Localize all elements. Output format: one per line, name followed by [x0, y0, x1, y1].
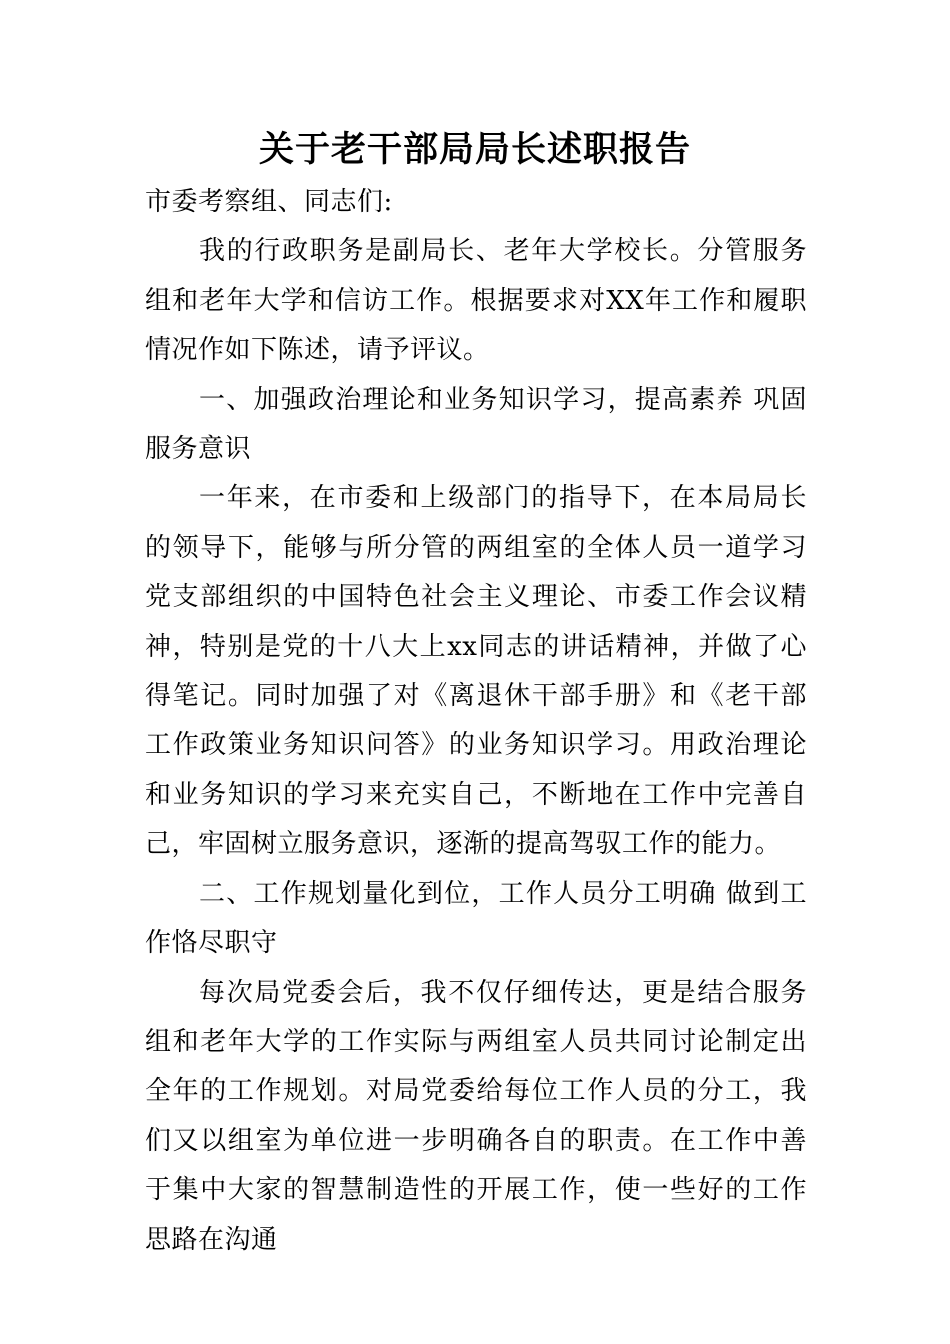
paragraph-section-1: 一年来，在市委和上级部门的指导下，在本局局长的领导下，能够与所分管的两组室的全体人员一道学习党支部组织的中国特色社会主义理论、市委工作会议精神，特别是党的十八大上xx同志的讲话精神，并做了心得笔记。同时加强了对《离退休干部手册》和《老干部工作政策业务知识问答》的业务知识学习。用政治理论和业务知识的学习来充实自己，不断地在工作中完善自己，牢固树立服务意识，逐渐的提高驾驭工作的能力。 [145, 483, 807, 860]
paragraph-section-2: 每次局党委会后，我不仅仔细传达，更是结合服务组和老年大学的工作实际与两组室人员共同讨论制定出全年的工作规划。对局党委给每位工作人员的分工，我们又以组室为单位进一步明确各自的职责。在工作中善于集中大家的智慧制造性的开展工作，使一些好的工作思路在沟通 [145, 977, 807, 1255]
paragraph-intro: 我的行政职务是副局长、老年大学校长。分管服务组和老年大学和信访工作。根据要求对XX年工作和履职情况作如下陈述，请予评议。 [145, 236, 807, 366]
document-title: 关于老干部局局长述职报告 [258, 130, 691, 170]
salutation: 市委考察组、同志们: [145, 187, 393, 217]
section-heading-1: 一、加强政治理论和业务知识学习，提高素养 巩固服务意识 [145, 384, 807, 465]
section-heading-2: 二、工作规划量化到位，工作人员分工明确 做到工作恪尽职守 [145, 878, 807, 959]
document-body [145, 178, 807, 1265]
